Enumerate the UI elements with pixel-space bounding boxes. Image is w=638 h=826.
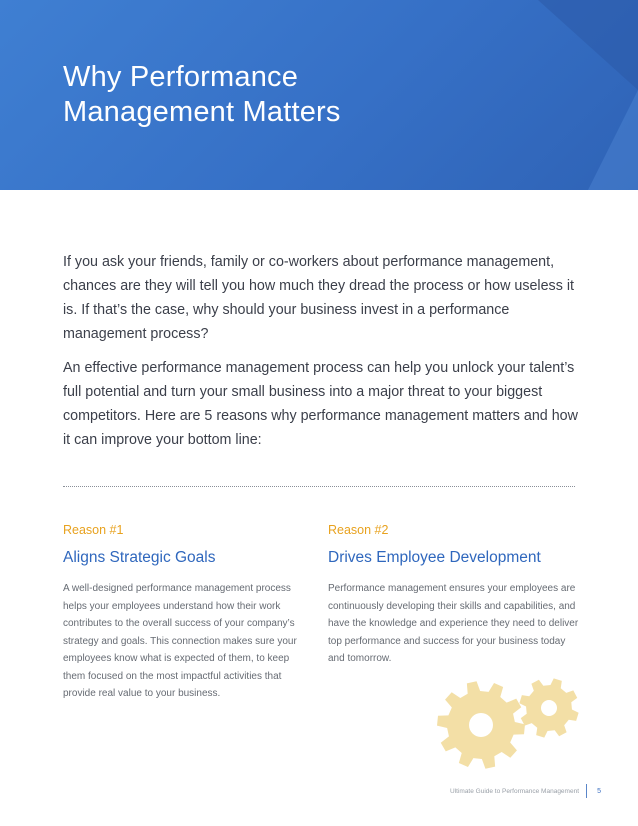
gear-hole (541, 700, 557, 716)
intro-section (63, 250, 583, 462)
reason-title: Drives Employee Development (328, 549, 541, 566)
reason-body: A well-designed performance management process helps your employees understand how their work contributes to the overall success of your company’s strategy and goals. This connection makes sure your employees know what is expected of them, to keep them focused on the most impactful activities that provide real value to your business. (63, 583, 297, 699)
small-gear-icon (519, 678, 578, 737)
page-title-line-1: Why Performance (63, 61, 299, 93)
footer-guide-title: Ultimate Guide to Performance Management (450, 788, 579, 795)
reason-title: Aligns Strategic Goals (63, 549, 216, 566)
header-banner (0, 0, 638, 190)
page-footer (400, 786, 605, 800)
gear-hole (469, 713, 493, 737)
reason-label: Reason #1 (63, 523, 124, 537)
reason-card-1 (63, 522, 298, 703)
reason-label: Reason #2 (328, 523, 389, 537)
gears-icon (437, 675, 582, 775)
reason-body: Performance management ensures your employees are continuously developing their skills and capabilities, and have the knowledge and experience they need to deliver top performance and success for your business today and tomorrow. (328, 583, 579, 664)
intro-paragraph-2: An effective performance management process can help you unlock your talent’s full potential and turn your small business into a major threat to your biggest competitors. Here are 5 reasons why performance management matters and how it can improve your bottom line: (63, 360, 578, 448)
large-gear-icon (437, 681, 525, 769)
intro-paragraph-1: If you ask your friends, family or co-workers about performance management, chances are they will tell you how much they dread the process or how useless it is. If that’s the case, why should your business invest in a performance management process? (63, 254, 574, 342)
footer-separator (586, 784, 587, 798)
page-number: 5 (597, 788, 601, 795)
section-divider (63, 486, 575, 487)
page-title (63, 60, 463, 130)
reason-card-2 (328, 522, 580, 668)
header-facet-decoration (478, 0, 638, 190)
page-title-line-2: Management Matters (63, 96, 341, 128)
